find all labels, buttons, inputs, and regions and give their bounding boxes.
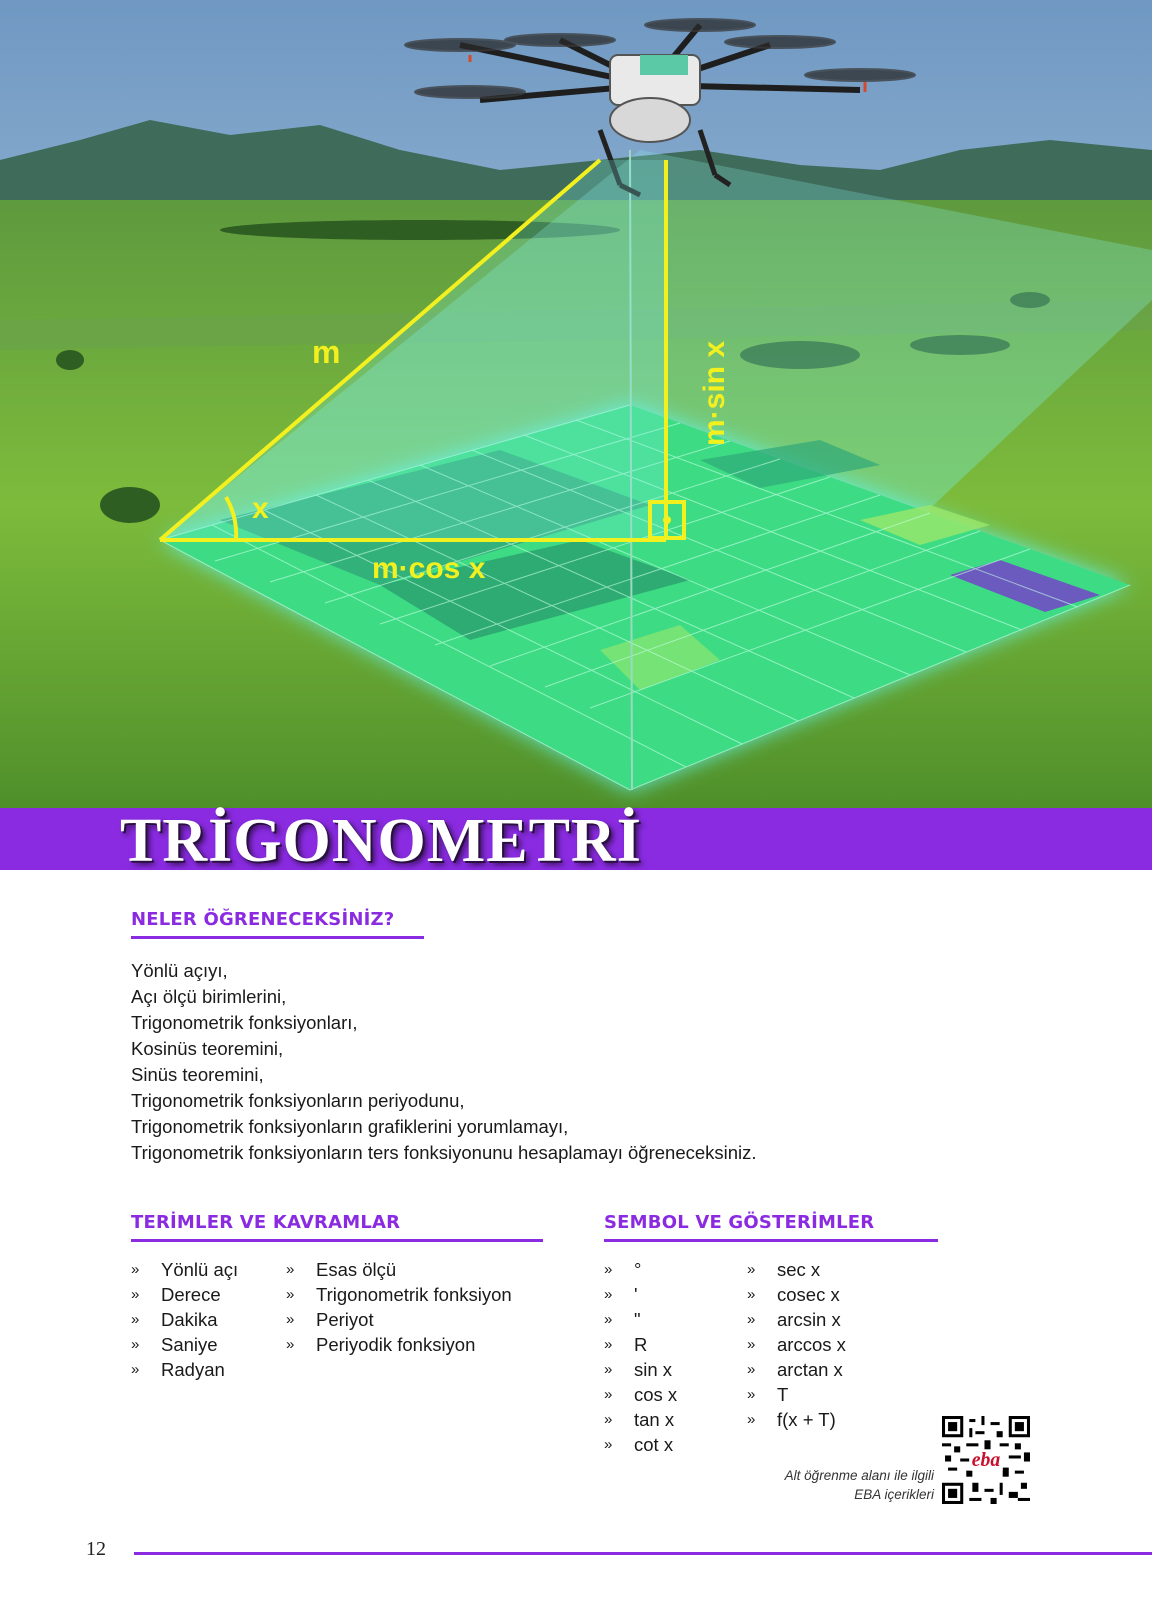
list-item: Trigonometrik fonksiyonların ters fonksiyonunu hesaplamayı öğreneceksiniz. <box>131 1142 757 1163</box>
symbols-heading-underline <box>604 1239 938 1242</box>
bullet: » <box>604 1286 613 1303</box>
label-opposite: m·sin x <box>698 340 731 446</box>
right-angle-dot <box>663 516 671 524</box>
bullet: » <box>747 1386 756 1403</box>
drone-trigonometry-scene <box>0 0 1152 810</box>
list-item: Kosinüs teoremini, <box>131 1038 284 1059</box>
bullet: » <box>131 1261 140 1278</box>
terms-list-col1 <box>131 1257 238 1382</box>
list-item: » ° <box>604 1259 642 1280</box>
bullet: » <box>604 1261 613 1278</box>
list-item: » Derece <box>131 1284 221 1305</box>
list-item: » f(x + T) <box>747 1409 836 1430</box>
terms-heading-underline <box>131 1239 543 1242</box>
bullet: » <box>747 1286 756 1303</box>
bullet: » <box>286 1311 295 1328</box>
list-item: » Esas ölçü <box>286 1259 397 1280</box>
list-item: » tan x <box>604 1409 675 1430</box>
label-adjacent: m·cos x <box>372 552 486 585</box>
list-item: » Dakika <box>131 1309 218 1330</box>
bullet: » <box>131 1286 140 1303</box>
bullet: » <box>604 1336 613 1353</box>
bullet: » <box>131 1311 140 1328</box>
list-item: Sinüs teoremini, <box>131 1064 264 1085</box>
learn-heading-underline <box>131 936 424 939</box>
learn-heading: NELER ÖĞRENECEKSİNİZ? <box>131 909 395 930</box>
list-item: » Periyot <box>286 1309 374 1330</box>
eba-qr-code[interactable] <box>942 1416 1030 1504</box>
bullet: » <box>604 1411 613 1428</box>
bullet: » <box>747 1311 756 1328</box>
list-item: » Yönlü açı <box>131 1259 239 1280</box>
bullet: » <box>747 1261 756 1278</box>
list-item: » R <box>604 1334 648 1355</box>
symbols-list-col2 <box>747 1257 846 1432</box>
label-angle: x <box>252 492 269 525</box>
list-item: » arcsin x <box>747 1309 841 1330</box>
bullet: » <box>131 1361 140 1378</box>
qr-caption: Alt öğrenme alanı ile ilgili EBA içerikleri <box>784 1468 934 1502</box>
list-item: Trigonometrik fonksiyonları, <box>131 1012 358 1033</box>
list-item: » Trigonometrik fonksiyon <box>286 1284 512 1305</box>
page-title: TRİGONOMETRİ <box>120 807 642 875</box>
label-hypotenuse: m <box>312 334 341 370</box>
hero-illustration <box>0 0 1152 810</box>
list-item: » cot x <box>604 1434 674 1455</box>
list-item: » ʹ <box>604 1284 638 1305</box>
list-item: » arctan x <box>747 1359 843 1380</box>
list-item: » cosec x <box>747 1284 840 1305</box>
list-item: » sin x <box>604 1359 673 1380</box>
list-item: » sec x <box>747 1259 821 1280</box>
bullet: » <box>604 1386 613 1403</box>
list-item: » Saniye <box>131 1334 218 1355</box>
list-item: » arccos x <box>747 1334 846 1355</box>
bullet: » <box>286 1286 295 1303</box>
bullet: » <box>604 1361 613 1378</box>
bullet: » <box>286 1336 295 1353</box>
list-item: » T <box>747 1384 789 1405</box>
list-item: Trigonometrik fonksiyonların periyodunu, <box>131 1090 465 1111</box>
symbols-heading: SEMBOL VE GÖSTERİMLER <box>604 1212 875 1233</box>
list-item: » ʺ <box>604 1309 641 1330</box>
list-item: » cos x <box>604 1384 678 1405</box>
bullet: » <box>747 1336 756 1353</box>
list-item: Trigonometrik fonksiyonların grafiklerini yorumlamayı, <box>131 1116 569 1137</box>
bullet: » <box>604 1311 613 1328</box>
bullet: » <box>747 1411 756 1428</box>
terms-heading: TERİMLER VE KAVRAMLAR <box>131 1212 401 1233</box>
list-item: Açı ölçü birimlerini, <box>131 986 287 1007</box>
eba-logo: eba <box>971 1449 1001 1472</box>
page-number: 12 <box>86 1538 106 1560</box>
bullet: » <box>747 1361 756 1378</box>
list-item: Yönlü açıyı, <box>131 960 228 981</box>
symbols-list-col1 <box>604 1257 677 1457</box>
list-item: » Periyodik fonksiyon <box>286 1334 476 1355</box>
bullet: » <box>604 1436 613 1453</box>
list-item: » Radyan <box>131 1359 225 1380</box>
bullet: » <box>131 1336 140 1353</box>
footer-line <box>134 1552 1152 1555</box>
bullet: » <box>286 1261 295 1278</box>
learn-list <box>131 958 757 1166</box>
terms-list-col2 <box>286 1257 512 1357</box>
